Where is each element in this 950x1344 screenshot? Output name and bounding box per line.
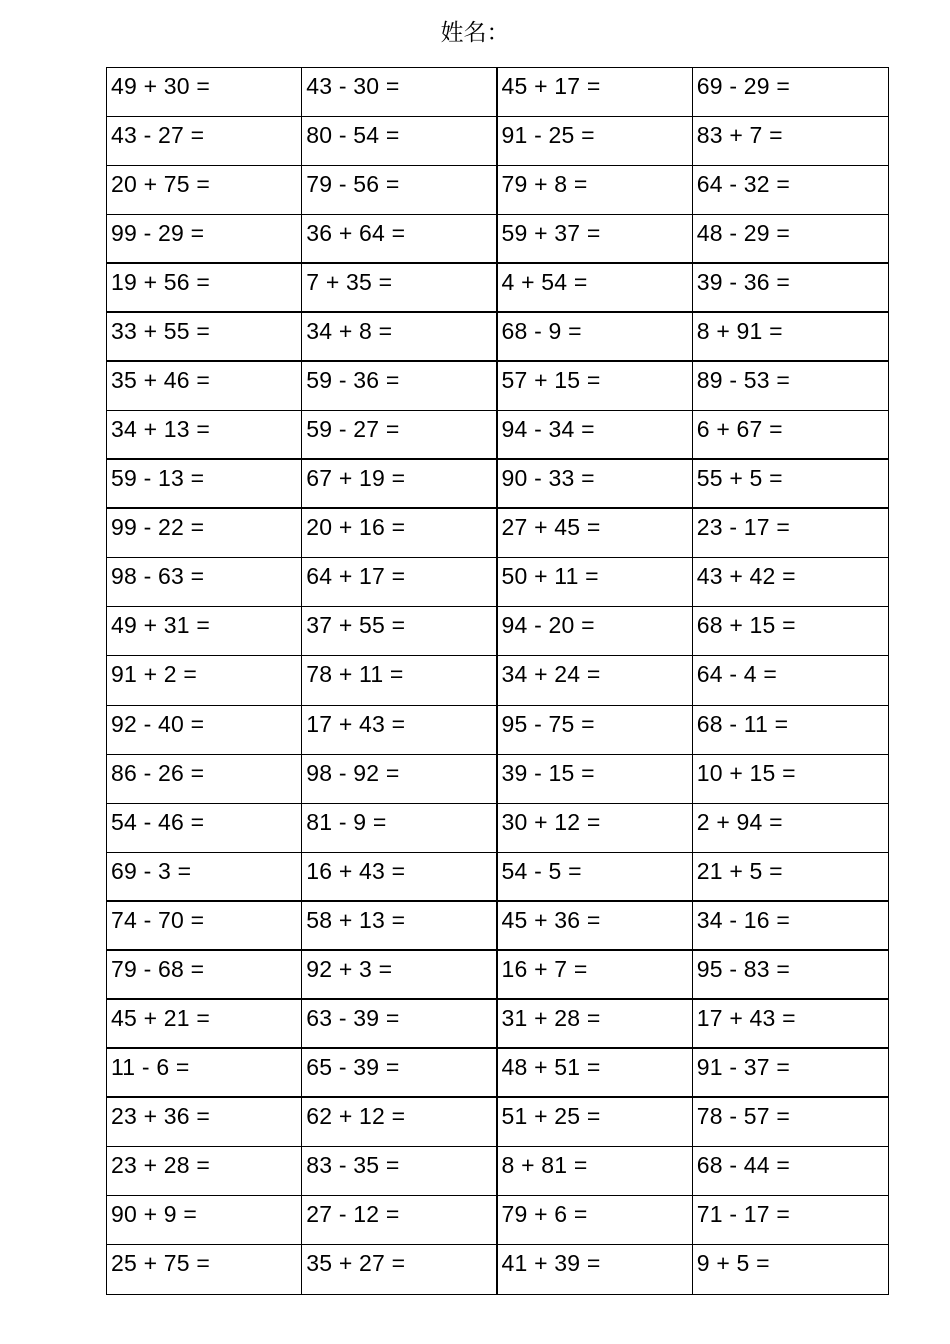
- problem-cell: 59 - 27 =: [302, 411, 497, 460]
- problem-cell: 23 + 28 =: [107, 1147, 302, 1196]
- problem-cell: 90 - 33 =: [498, 460, 693, 509]
- problem-cell: 31 + 28 =: [498, 1000, 693, 1049]
- problem-cell: 68 + 15 =: [693, 607, 888, 656]
- problem-cell: 41 + 39 =: [498, 1245, 693, 1294]
- problem-cell: 64 - 32 =: [693, 166, 888, 215]
- problem-cell: 91 + 2 =: [107, 656, 302, 705]
- problem-cell: 16 + 43 =: [302, 853, 497, 902]
- problem-cell: 79 - 68 =: [107, 951, 302, 1000]
- problem-cell: 59 - 13 =: [107, 460, 302, 509]
- problem-cell: 59 + 37 =: [498, 215, 693, 264]
- problem-cell: 63 - 39 =: [302, 1000, 497, 1049]
- problem-cell: 86 - 26 =: [107, 755, 302, 804]
- problem-cell: 67 + 19 =: [302, 460, 497, 509]
- student-name-label: 姓名：: [440, 20, 510, 46]
- problem-cell: 80 - 54 =: [302, 117, 497, 166]
- problem-cell: 6 + 67 =: [693, 411, 888, 460]
- arithmetic-worksheet-table: [106, 67, 889, 1295]
- problem-cell: 33 + 55 =: [107, 313, 302, 362]
- problem-cell: 89 - 53 =: [693, 362, 888, 411]
- problem-cell: 59 - 36 =: [302, 362, 497, 411]
- problem-cell: 27 - 12 =: [302, 1196, 497, 1245]
- problem-cell: 51 + 25 =: [498, 1098, 693, 1147]
- problem-cell: 68 - 9 =: [498, 313, 693, 362]
- problem-cell: 64 - 4 =: [693, 656, 888, 705]
- problem-cell: 99 - 29 =: [107, 215, 302, 264]
- problem-cell: 48 + 51 =: [498, 1049, 693, 1098]
- problem-cell: 7 + 35 =: [302, 264, 497, 313]
- problem-cell: 30 + 12 =: [498, 804, 693, 853]
- problem-cell: 45 + 36 =: [498, 902, 693, 951]
- problem-cell: 9 + 5 =: [696, 1249, 770, 1276]
- problem-cell: 91 - 37 =: [693, 1049, 888, 1098]
- problem-cell: 43 + 42 =: [693, 558, 888, 607]
- problem-cell: 36 + 64 =: [302, 215, 497, 264]
- problem-cell: 17 + 43 =: [302, 706, 497, 755]
- problem-cell: 23 + 36 =: [107, 1098, 302, 1147]
- problem-cell: 49 + 31 =: [107, 607, 302, 656]
- problem-cell: 99 - 22 =: [107, 509, 302, 558]
- problem-cell: 27 + 45 =: [498, 509, 693, 558]
- problem-cell: 20 + 75 =: [107, 166, 302, 215]
- problem-cell: 21 + 5 =: [693, 853, 888, 902]
- problem-cell: 78 - 57 =: [693, 1098, 888, 1147]
- problem-cell: 98 - 92 =: [302, 755, 497, 804]
- problem-cell: 94 - 20 =: [498, 607, 693, 656]
- problem-cell: 50 + 11 =: [498, 558, 693, 607]
- problem-cell: 45 + 17 =: [498, 68, 693, 117]
- problem-cell: 37 + 55 =: [302, 607, 497, 656]
- problem-cell: 48 - 29 =: [693, 215, 888, 264]
- problem-cell: 83 - 35 =: [302, 1147, 497, 1196]
- problem-cell: 98 - 63 =: [107, 558, 302, 607]
- problem-cell: 43 - 30 =: [302, 68, 497, 117]
- problem-cell: 69 - 3 =: [107, 853, 302, 902]
- problem-cell: 19 + 56 =: [107, 264, 302, 313]
- problem-cell: 79 + 6 =: [498, 1196, 693, 1245]
- problem-cell: 91 - 25 =: [498, 117, 693, 166]
- problem-cell: 55 + 5 =: [693, 460, 888, 509]
- problem-cell: 95 - 83 =: [693, 951, 888, 1000]
- problem-cell: 35 + 27 =: [302, 1245, 497, 1294]
- problem-cell: 17 + 43 =: [693, 1000, 888, 1049]
- problem-cell: 54 - 5 =: [498, 853, 693, 902]
- problem-cell: 65 - 39 =: [302, 1049, 497, 1098]
- problem-cell: 10 + 15 =: [693, 755, 888, 804]
- problem-cell: 49 + 30 =: [107, 68, 302, 117]
- problem-cell: 43 - 27 =: [107, 117, 302, 166]
- problem-cell: 25 + 75 =: [107, 1245, 302, 1294]
- problem-cell: 62 + 12 =: [302, 1098, 497, 1147]
- problem-cell: 94 - 34 =: [498, 411, 693, 460]
- problem-cell: 58 + 13 =: [302, 902, 497, 951]
- problem-cell: 68 - 11 =: [693, 706, 888, 755]
- problem-cell: 39 - 36 =: [693, 264, 888, 313]
- problem-cell: 8 + 81 =: [498, 1147, 693, 1196]
- problem-cell: 45 + 21 =: [107, 1000, 302, 1049]
- problem-cell: 69 - 29 =: [693, 68, 888, 117]
- problem-cell: 81 - 9 =: [302, 804, 497, 853]
- problem-cell: 68 - 44 =: [693, 1147, 888, 1196]
- problem-cell: 90 + 9 =: [107, 1196, 302, 1245]
- problem-cell: 54 - 46 =: [107, 804, 302, 853]
- problem-cell: 4 + 54 =: [498, 264, 693, 313]
- problem-cell: 78 + 11 =: [302, 656, 497, 705]
- problem-cell: 20 + 16 =: [302, 509, 497, 558]
- problem-cell: 79 + 8 =: [498, 166, 693, 215]
- problem-cell: 16 + 7 =: [498, 951, 693, 1000]
- problem-cell: 83 + 7 =: [693, 117, 888, 166]
- problem-cell: 39 - 15 =: [498, 755, 693, 804]
- problem-cell: 57 + 15 =: [498, 362, 693, 411]
- problem-cell: 23 - 17 =: [693, 509, 888, 558]
- problem-cell: 34 - 16 =: [693, 902, 888, 951]
- problem-cell: 8 + 91 =: [693, 313, 888, 362]
- problem-cell: 34 + 24 =: [498, 656, 693, 705]
- problem-cell: 34 + 8 =: [302, 313, 497, 362]
- problem-cell: 71 - 17 =: [693, 1196, 888, 1245]
- problem-cell: 92 - 40 =: [107, 706, 302, 755]
- problem-cell: 74 - 70 =: [107, 902, 302, 951]
- problem-cell: 11 - 6 =: [107, 1049, 302, 1098]
- problem-cell: 34 + 13 =: [107, 411, 302, 460]
- problem-cell: 35 + 46 =: [107, 362, 302, 411]
- problem-cell: 2 + 94 =: [693, 804, 888, 853]
- problem-cell: 79 - 56 =: [302, 166, 497, 215]
- problem-cell: 64 + 17 =: [302, 558, 497, 607]
- problem-cell: 92 + 3 =: [302, 951, 497, 1000]
- problem-cell: 95 - 75 =: [498, 706, 693, 755]
